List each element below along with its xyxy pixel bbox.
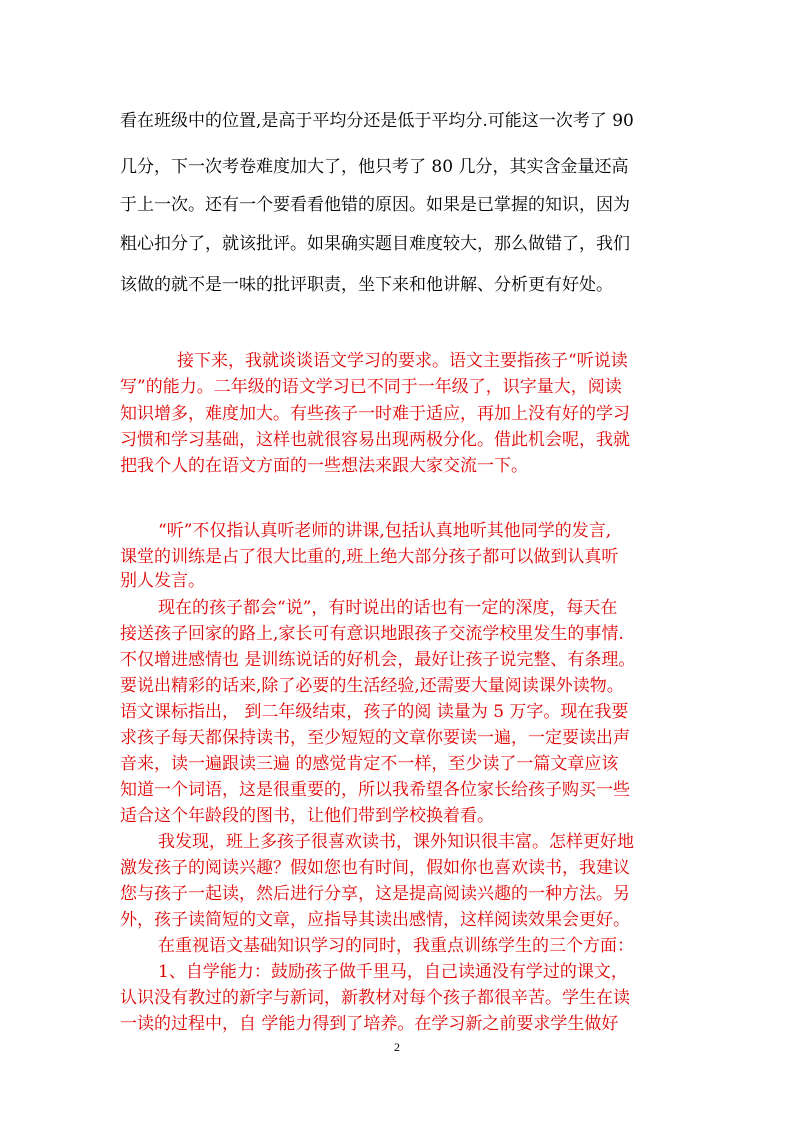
paragraph-line: 不仅增进感情也 是训练说话的好机会，最好让孩子说完整、有条理。 bbox=[120, 650, 636, 670]
paragraph-line: 该做的就不是一味的批评职责，坐下来和他讲解、分析更有好处。 bbox=[120, 275, 613, 295]
paragraph-line: 适合这个年龄段的图书，让他们带到学校换着看。 bbox=[120, 806, 494, 826]
paragraph-line: 现在的孩子都会“说”，有时说出的话也有一定的深度，每天在 bbox=[158, 598, 618, 618]
paragraph-line: 音来，读一遍跟读三遍 的感觉肯定不一样，至少读了一篇文章应该 bbox=[120, 754, 619, 774]
paragraph-line: 接送孩子回家的路上,家长可有意识地跟孩子交流学校里发生的事情. bbox=[120, 624, 624, 644]
page-number: 2 bbox=[394, 1040, 400, 1054]
paragraph-line: 认识没有教过的新字与新词，新教材对每个孩子都很辛苦。学生在读 bbox=[120, 988, 630, 1008]
paragraph-line: 一读的过程中，自 学能力得到了培养。在学习新之前要求学生做好 bbox=[120, 1014, 619, 1034]
paragraph-line: 课堂的训练是占了很大比重的,班上绝大部分孩子都可以做到认真听 bbox=[120, 547, 619, 567]
paragraph-line: 求孩子每天都保持读书，至少短短的文章你要读一遍，一定要读出声 bbox=[120, 728, 630, 748]
paragraph-line: 写”的能力。二年级的语文学习已不同于一年级了，识字量大，阅读 bbox=[120, 377, 622, 397]
paragraph-line: 知识增多，难度加大。有些孩子一时难于适应，再加上没有好的学习 bbox=[120, 404, 630, 424]
paragraph-line: 粗心扣分了，就该批评。如果确实题目难度较大，那么做错了，我们 bbox=[120, 234, 630, 254]
paragraph-line: 我发现，班上多孩子很喜欢读书，课外知识很丰富。怎样更好地 bbox=[158, 832, 634, 852]
paragraph-line: 您与孩子一起读，然后进行分享，这是提高阅读兴趣的一种方法。另 bbox=[120, 884, 630, 904]
paragraph-line: 接下来，我就谈谈语文学习的要求。语文主要指孩子“听说读 bbox=[177, 351, 628, 371]
paragraph-line: 语文课标指出， 到二年级结束，孩子的阅 读量为 5 万字。现在我要 bbox=[120, 702, 629, 722]
paragraph-line: 于上一次。还有一个要看看他错的原因。如果是已掌握的知识，因为 bbox=[120, 195, 630, 215]
paragraph-line: 外，孩子读简短的文章，应指导其读出感情，这样阅读效果会更好。 bbox=[120, 910, 630, 930]
paragraph-line: 知道一个词语，这是很重要的，所以我希望各位家长给孩子购买一些 bbox=[120, 780, 630, 800]
paragraph-line: 把我个人的在语文方面的一些想法来跟大家交流一下。 bbox=[120, 456, 528, 476]
paragraph-line: 看在班级中的位置,是高于平均分还是低于平均分.可能这一次考了 90 bbox=[120, 111, 634, 131]
paragraph-line: 1、自学能力：鼓励孩子做千里马，自己读通没有学过的课文， bbox=[158, 962, 628, 982]
paragraph-line: 几分，下一次考卷难度加大了，他只考了 80 几分，其实含金量还高 bbox=[120, 157, 629, 177]
paragraph-line: 在重视语文基础知识学习的同时，我重点训练学生的三个方面： bbox=[158, 936, 634, 956]
paragraph-line: 习惯和学习基础，这样也就很容易出现两极分化。借此机会呢，我就 bbox=[120, 430, 630, 450]
paragraph-line: 要说出精彩的话来,除了必要的生活经验,还需要大量阅读课外读物。 bbox=[120, 676, 624, 696]
paragraph-line: “听”不仅指认真听老师的讲课,包括认真地听其他同学的发言, bbox=[158, 521, 612, 541]
paragraph-line: 别人发言。 bbox=[120, 571, 205, 591]
paragraph-line: 激发孩子的阅读兴趣？假如您也有时间，假如你也喜欢读书，我建议 bbox=[120, 858, 630, 878]
